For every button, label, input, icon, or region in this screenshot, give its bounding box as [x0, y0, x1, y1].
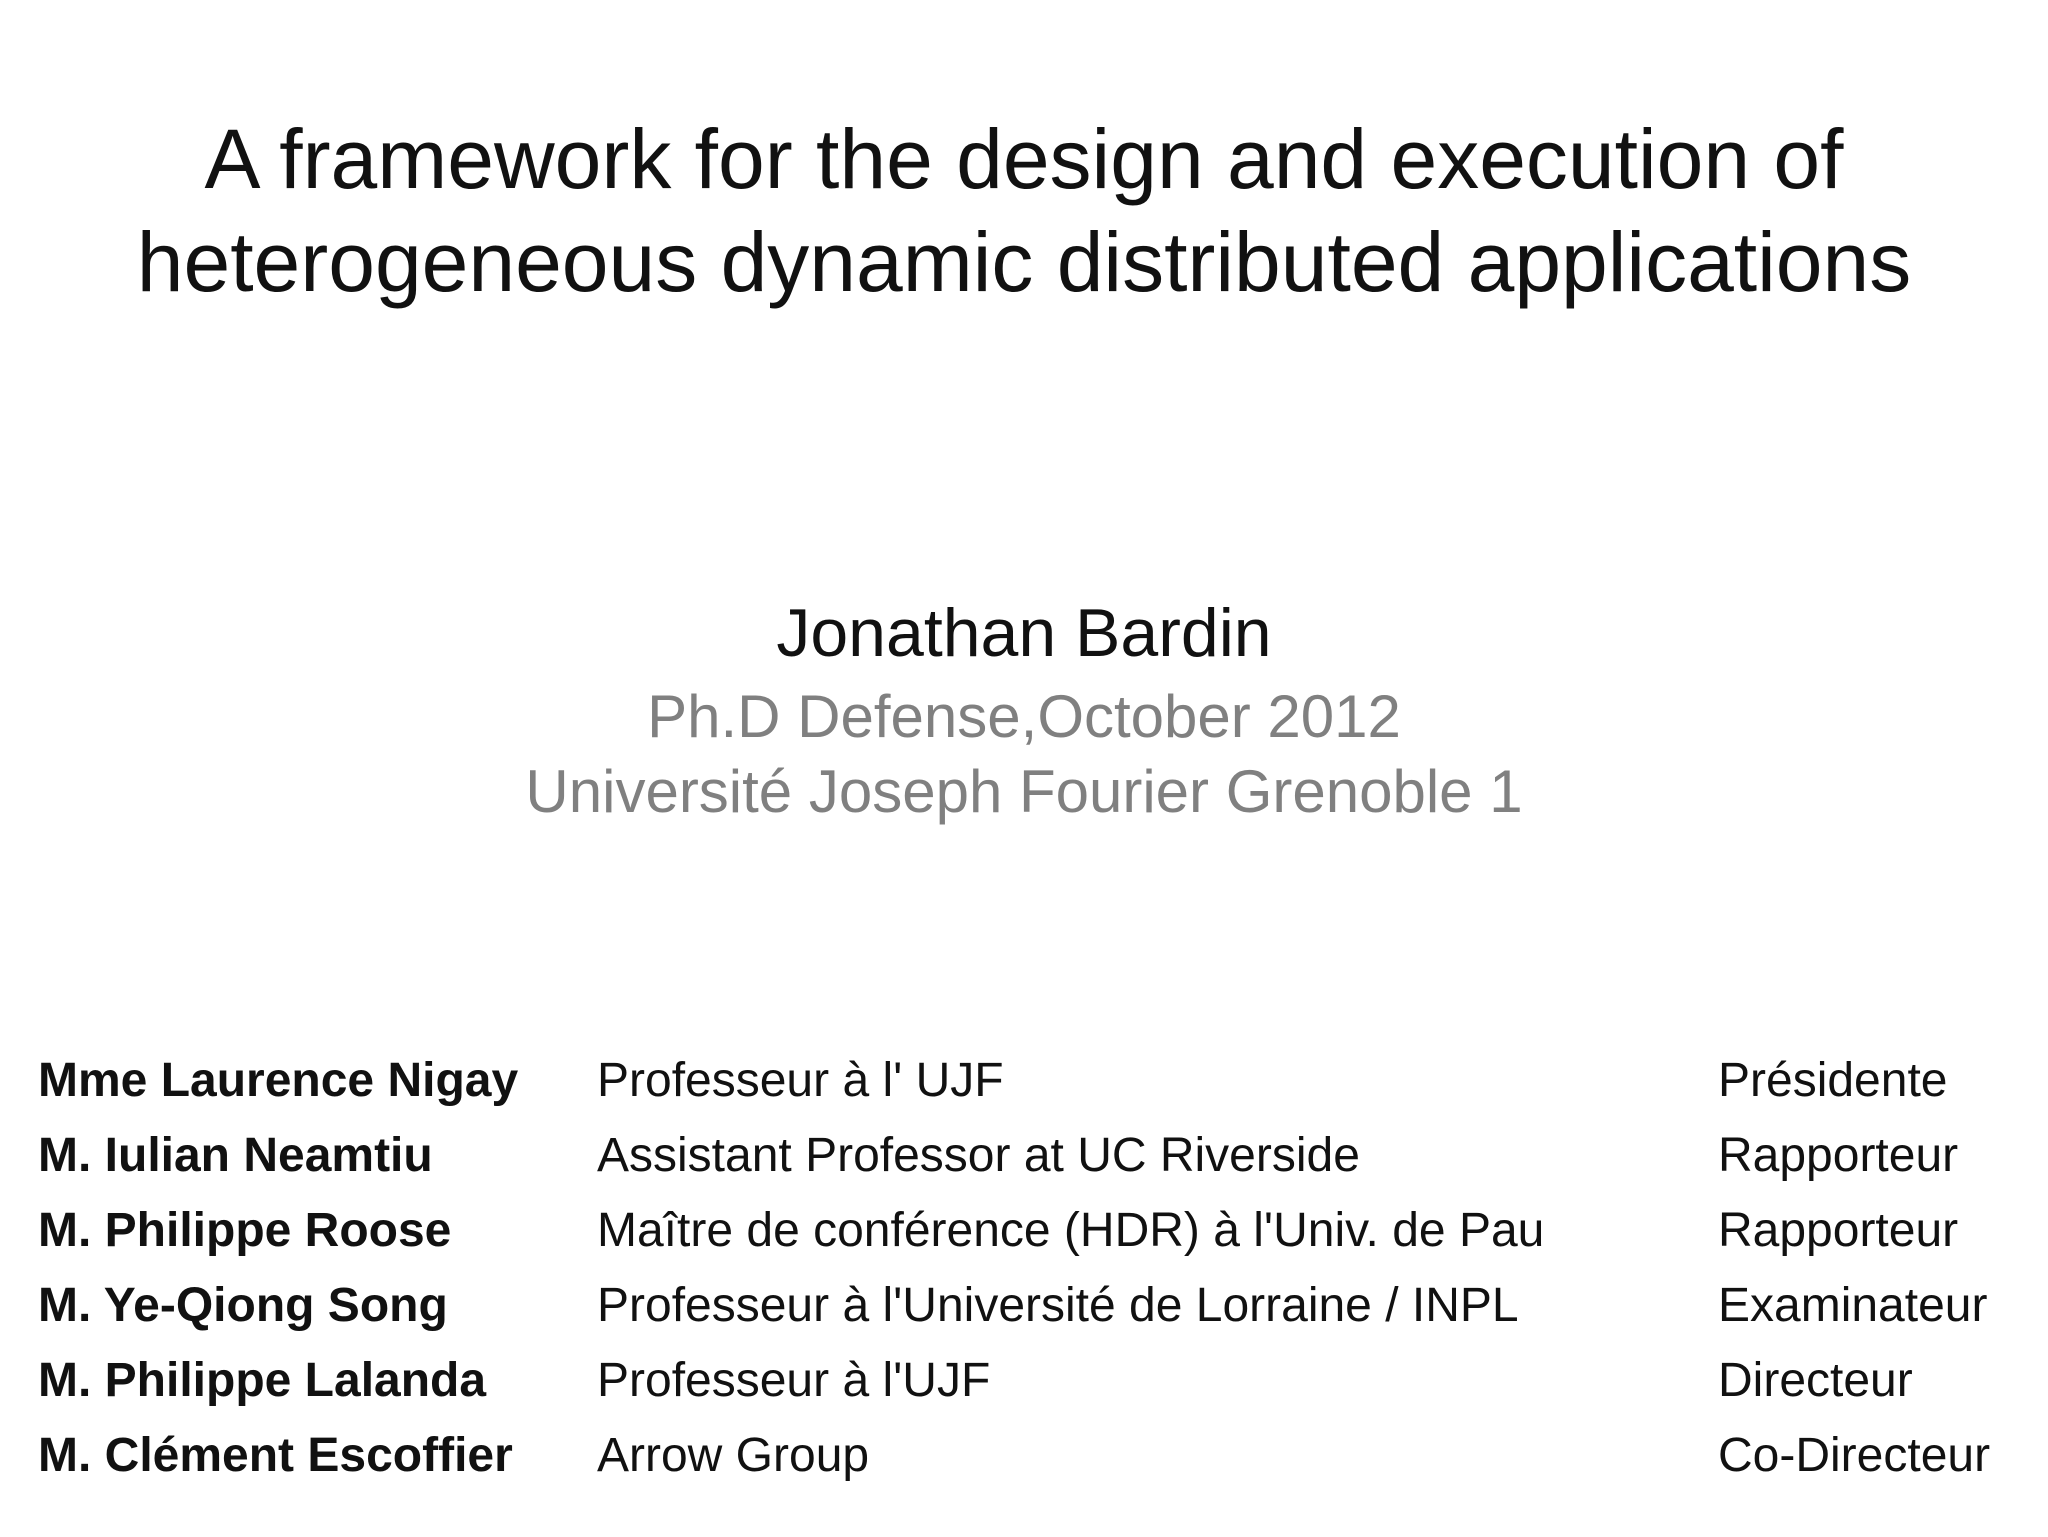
jury-member-role: Rapporteur [1718, 1129, 1959, 1182]
slide-title [0, 108, 2048, 314]
jury-member-affiliation: Assistant Professor at UC Riverside [597, 1129, 1360, 1182]
jury-member-affiliation: Professeur à l'UJF [597, 1354, 991, 1407]
university-line: Université Joseph Fourier Grenoble 1 [525, 758, 1523, 825]
slide-title-line-1: A framework for the design and execution of [204, 112, 1844, 206]
jury-member-role: Rapporteur [1718, 1204, 1959, 1257]
jury-member-affiliation: Maître de conférence (HDR) à l'Univ. de Pau [597, 1204, 1545, 1257]
jury-member-role: Présidente [1718, 1054, 1948, 1107]
jury-row [38, 1418, 2028, 1493]
jury-row [38, 1043, 2028, 1118]
jury-member-name: M. Clément Escoffier [38, 1429, 513, 1482]
jury-member-name: M. Ye-Qiong Song [38, 1279, 448, 1332]
jury-member-role: Examinateur [1718, 1279, 1988, 1332]
event-line: Ph.D Defense,October 2012 [647, 683, 1401, 750]
jury-row [38, 1268, 2028, 1343]
jury-member-name: M. Iulian Neamtiu [38, 1129, 433, 1182]
jury-member-role: Co-Directeur [1718, 1429, 1991, 1482]
jury-member-role: Directeur [1718, 1354, 1913, 1407]
jury-row [38, 1193, 2028, 1268]
jury-row [38, 1343, 2028, 1418]
jury-member-affiliation: Arrow Group [597, 1429, 870, 1482]
jury-member-name: Mme Laurence Nigay [38, 1054, 519, 1107]
jury-member-affiliation: Professeur à l' UJF [597, 1054, 1004, 1107]
author-name: Jonathan Bardin [776, 595, 1272, 671]
jury-row [38, 1118, 2028, 1193]
jury-member-name: M. Philippe Roose [38, 1204, 452, 1257]
jury-member-affiliation: Professeur à l'Université de Lorraine / INPL [597, 1279, 1519, 1332]
jury-list [38, 1043, 2028, 1493]
slide-title-line-2: heterogeneous dynamic distributed applications [136, 215, 1912, 309]
jury-member-name: M. Philippe Lalanda [38, 1354, 487, 1407]
